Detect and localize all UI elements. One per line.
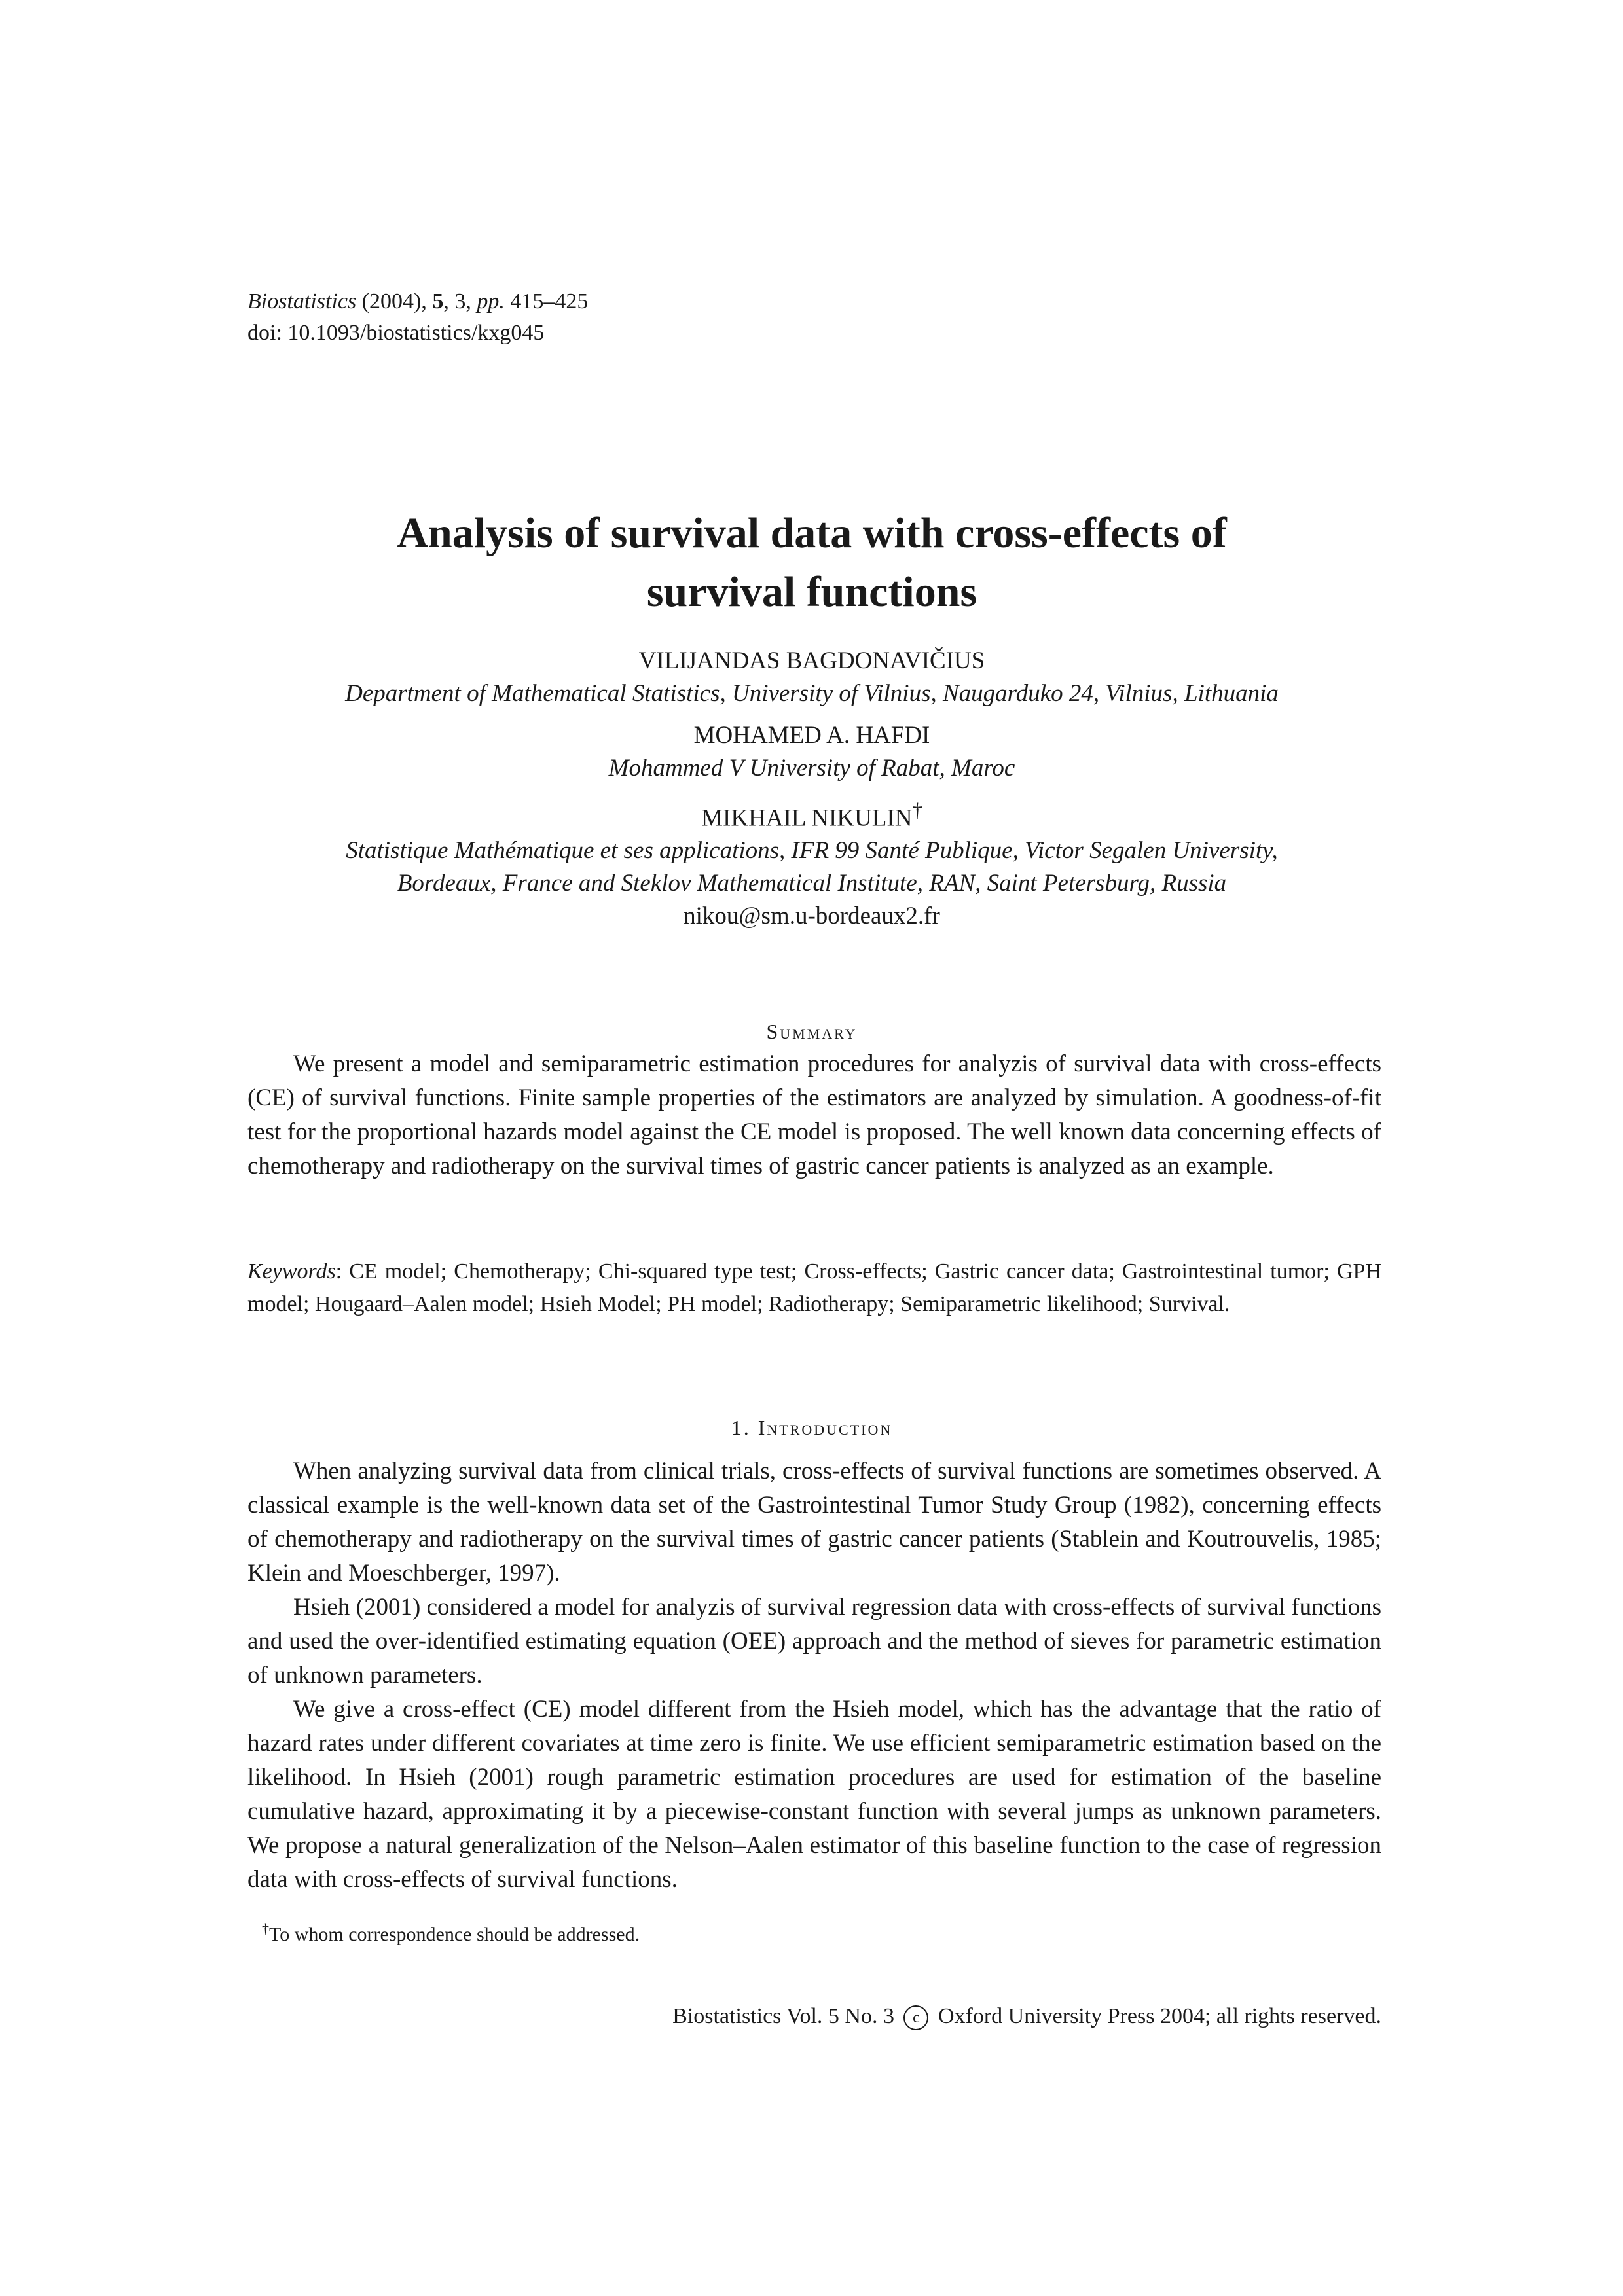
author-affiliation: Department of Mathematical Statistics, University of Vilnius, Naugarduko 24, Vilnius, Lithuania (345, 680, 1279, 707)
section-heading: 1. Introduction (731, 1416, 893, 1439)
journal-pages-label: pp. (477, 289, 505, 314)
copyright-footer (672, 2001, 1381, 2032)
journal-doi: doi: 10.1093/biostatistics/kxg045 (247, 321, 545, 345)
footer-publisher: Oxford University Press 2004; all rights reserved. (938, 2004, 1381, 2028)
correspondence-mark: † (912, 799, 922, 821)
author-affiliation: Mohammed V University of Rabat, Maroc (608, 755, 1015, 781)
paragraph: We give a cross-effect (CE) model different from the Hsieh model, which has the advantage that the ratio of hazard rates under different covariates at time zero is finite. We use efficient semiparametric estimation based on the likelihood. In Hsieh (2001) rough parametric estimation procedures are used for estimation of the baseline cumulative hazard, approximating it by a piecewise-constant function with several jumps as unknown parameters. We propose a natural generalization of the Nelson–Aalen estimator of this baseline function to the case of regression data with cross-effects of survival functions. (247, 1696, 1381, 1893)
keywords (247, 1255, 1381, 1321)
author-name: MIKHAIL NIKULIN (701, 804, 913, 832)
paragraph: When analyzing survival data from clinical trials, cross-effects of survival functions are sometimes observed. A classical example is the well-known data set of the Gastrointestinal Tumor Study Group (1982), concerning effects of chemotherapy and radiotherapy on the survival times of gastric cancer patients (Stablein and Koutrouvelis, 1985; Klein and Moeschberger, 1997). (247, 1458, 1381, 1587)
author-affiliation: Statistique Mathématique et ses applications, IFR 99 Santé Publique, Victor Segalen University, (346, 837, 1278, 865)
copyright-icon: c (903, 2005, 928, 2030)
footnote (262, 1914, 640, 1949)
journal-issue: , 3, (443, 289, 471, 314)
journal-citation (247, 286, 588, 349)
paper-title (196, 504, 1427, 622)
title-line-1: Analysis of survival data with cross-effects of (397, 509, 1227, 557)
journal-name: Biostatistics (247, 289, 357, 314)
author-name: MOHAMED A. HAFDI (693, 722, 930, 749)
summary-text: We present a model and semiparametric estimation procedures for analyzis of survival data with cross-effects (CE) of survival functions. Finite sample properties of the estimators are analyzed by simulation. A goodness-of-fit test for the proportional hazards model against the CE model is proposed. The well known data concerning effects of chemotherapy and radiotherapy on the survival times of gastric cancer patients is analyzed as an example. (247, 1050, 1381, 1179)
footnote-mark: † (262, 1920, 269, 1937)
footnote-text: To whom correspondence should be addressed. (269, 1924, 640, 1945)
author-name: VILIJANDAS BAGDONAVIČIUS (638, 647, 985, 674)
keywords-label: Keywords (247, 1259, 336, 1283)
journal-volume: 5 (432, 289, 444, 314)
introduction-body (247, 1454, 1381, 1897)
journal-year: (2004), (361, 289, 427, 314)
paragraph: Hsieh (2001) considered a model for analyzis of survival regression data with cross-effects of survival functions and used the over-identified estimating equation (OEE) approach and the method of sieves for parametric estimation of unknown parameters. (247, 1594, 1381, 1689)
summary-heading: Summary (766, 1020, 858, 1043)
footer-journal: Biostatistics Vol. 5 No. 3 (672, 2004, 894, 2028)
author-affiliation: Bordeaux, France and Steklov Mathematical Institute, RAN, Saint Petersburg, Russia (397, 870, 1227, 897)
author-email[interactable]: nikou@sm.u-bordeaux2.fr (684, 903, 940, 930)
title-line-2: survival functions (646, 568, 977, 616)
journal-pages: 415–425 (510, 289, 589, 314)
author-block (196, 645, 1427, 933)
keywords-text: : CE model; Chemotherapy; Chi-squared type test; Cross-effects; Gastric cancer data; Gastrointestinal tumor; GPH model; Hougaard–Aalen model; Hsieh Model; PH model; Radiotherapy; Semiparametric likelihood; Survival. (247, 1259, 1381, 1316)
author-name-with-mark (196, 794, 1427, 834)
